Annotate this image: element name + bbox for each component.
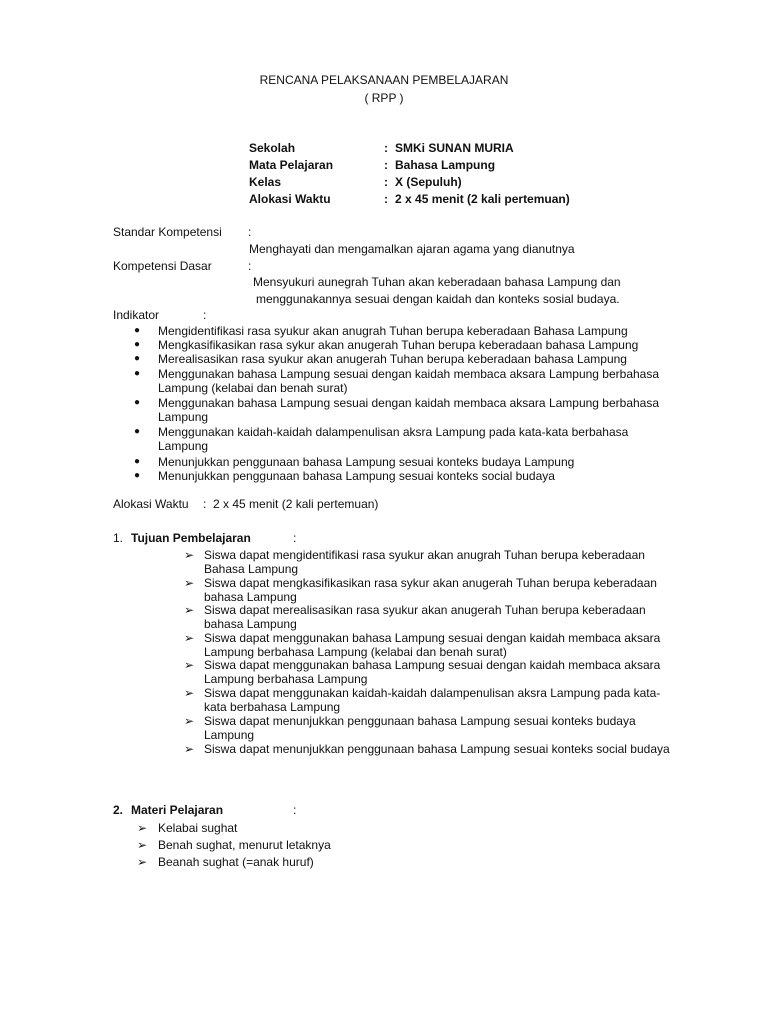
list-item: Siswa dapat menunjukkan penggunaan bahasa Lampung sesuai konteks budaya Lampung xyxy=(204,714,636,742)
bullet-icon: ● xyxy=(134,339,141,350)
bullet-icon: ● xyxy=(134,470,141,481)
arrow-bullet-icon: ➢ xyxy=(184,548,195,562)
arrow-bullet-icon: ➢ xyxy=(184,658,195,672)
identity-separator: : xyxy=(384,141,388,155)
section-title-materi: Materi Pelajaran xyxy=(131,803,224,817)
identity-value: X (Sepuluh) xyxy=(395,175,462,189)
list-item: Siswa dapat mengkasifikasikan rasa sykur akan anugerah Tuhan berupa keberadaan bahasa Lampung xyxy=(204,576,657,604)
section-number: 2. xyxy=(113,803,124,817)
list-item: Beanah sughat (=anak huruf) xyxy=(158,855,314,869)
section-separator: : xyxy=(293,531,297,545)
list-item: Menunjukkan penggunaan bahasa Lampung sesuai konteks social budaya xyxy=(158,469,555,483)
standar-kompetensi-text: Menghayati dan mengamalkan ajaran agama yang dianutnya xyxy=(249,242,575,256)
list-item: Merealisasikan rasa syukur akan anugerah Tuhan berupa keberadaan bahasa Lampung xyxy=(158,352,627,366)
arrow-bullet-icon: ➢ xyxy=(184,686,195,700)
list-item: Menunjukkan penggunaan bahasa Lampung sesuai konteks budaya Lampung xyxy=(158,455,575,469)
bullet-icon: ● xyxy=(134,325,141,336)
alokasi-waktu-value: 2 x 45 menit (2 kali pertemuan) xyxy=(213,497,379,511)
document-title: RENCANA PELAKSANAAN PEMBELAJARAN xyxy=(259,73,509,87)
arrow-bullet-icon: ➢ xyxy=(184,714,195,728)
kompetensi-dasar-label: Kompetensi Dasar xyxy=(113,259,212,273)
identity-label: Alokasi Waktu xyxy=(249,192,331,206)
standar-kompetensi-separator: : xyxy=(248,225,252,239)
bullet-icon: ● xyxy=(134,397,141,408)
identity-value: SMKi SUNAN MURIA xyxy=(395,141,514,155)
list-item: Siswa dapat menggunakan bahasa Lampung sesuai dengan kaidah membaca aksara Lampung berbahasa Lampung xyxy=(204,658,661,686)
identity-separator: : xyxy=(384,158,388,172)
list-item: Mengkasifikasikan rasa sykur akan anugerah Tuhan berupa keberadaan bahasa Lampung xyxy=(158,338,639,352)
document-subtitle: ( RPP ) xyxy=(364,91,404,105)
standar-kompetensi-label: Standar Kompetensi xyxy=(113,225,222,239)
list-item: Siswa dapat menggunakan bahasa Lampung sesuai dengan kaidah membaca aksara Lampung berbahasa Lampung (kelabai dan benah surat) xyxy=(204,631,661,659)
alokasi-waktu-separator: : xyxy=(203,497,207,511)
list-item: Siswa dapat menunjukkan penggunaan bahasa Lampung sesuai konteks social budaya xyxy=(204,742,670,756)
alokasi-waktu-label: Alokasi Waktu xyxy=(113,497,189,511)
identity-label: Mata Pelajaran xyxy=(249,158,334,172)
kompetensi-dasar-separator: : xyxy=(248,259,252,273)
bullet-icon: ● xyxy=(134,368,141,379)
list-item: Menggunakan bahasa Lampung sesuai dengan kaidah membaca aksara Lampung berbahasa Lampung (kelabai dan benah surat) xyxy=(158,367,660,395)
section-title-tujuan: Tujuan Pembelajaran xyxy=(131,531,251,545)
list-item: Mengidentifikasi rasa syukur akan anugrah Tuhan berupa keberadaan Bahasa Lampung xyxy=(158,324,628,338)
indikator-label: Indikator xyxy=(113,308,160,322)
identity-label: Kelas xyxy=(249,175,282,189)
identity-value: Bahasa Lampung xyxy=(395,158,496,172)
list-item: Siswa dapat merealisasikan rasa syukur akan anugerah Tuhan berupa keberadaan bahasa Lampung xyxy=(204,603,646,631)
kompetensi-dasar-text: Mensyukuri aunegrah Tuhan akan keberadaan bahasa Lampung dan xyxy=(253,275,621,289)
arrow-bullet-icon: ➢ xyxy=(184,631,195,645)
kompetensi-dasar-text: menggunakannya sesuai dengan kaidah dan konteks sosial budaya. xyxy=(256,292,620,306)
bullet-icon: ● xyxy=(134,353,141,364)
bullet-icon: ● xyxy=(134,456,141,467)
list-item: Siswa dapat mengidentifikasi rasa syukur akan anugrah Tuhan berupa keberadaan Bahasa Lampung xyxy=(204,548,645,576)
identity-separator: : xyxy=(384,192,388,206)
indikator-separator: : xyxy=(203,308,207,322)
identity-separator: : xyxy=(384,175,388,189)
identity-value: 2 x 45 menit (2 kali pertemuan) xyxy=(395,192,570,206)
list-item: Benah sughat, menurut letaknya xyxy=(158,838,331,852)
arrow-bullet-icon: ➢ xyxy=(137,855,148,869)
list-item: Menggunakan kaidah-kaidah dalampenulisan aksra Lampung pada kata-kata berbahasa Lampung xyxy=(158,425,629,453)
section-separator: : xyxy=(293,803,297,817)
bullet-icon: ● xyxy=(134,426,141,437)
identity-label: Sekolah xyxy=(249,141,296,155)
arrow-bullet-icon: ➢ xyxy=(184,742,195,756)
arrow-bullet-icon: ➢ xyxy=(184,603,195,617)
arrow-bullet-icon: ➢ xyxy=(137,821,148,835)
arrow-bullet-icon: ➢ xyxy=(184,576,195,590)
list-item: Kelabai sughat xyxy=(158,821,238,835)
list-item: Menggunakan bahasa Lampung sesuai dengan kaidah membaca aksara Lampung berbahasa Lampung xyxy=(158,396,660,424)
arrow-bullet-icon: ➢ xyxy=(137,838,148,852)
list-item: Siswa dapat menggunakan kaidah-kaidah dalampenulisan aksra Lampung pada kata-kata berbahasa Lampung xyxy=(204,686,661,714)
section-number: 1. xyxy=(113,531,124,545)
